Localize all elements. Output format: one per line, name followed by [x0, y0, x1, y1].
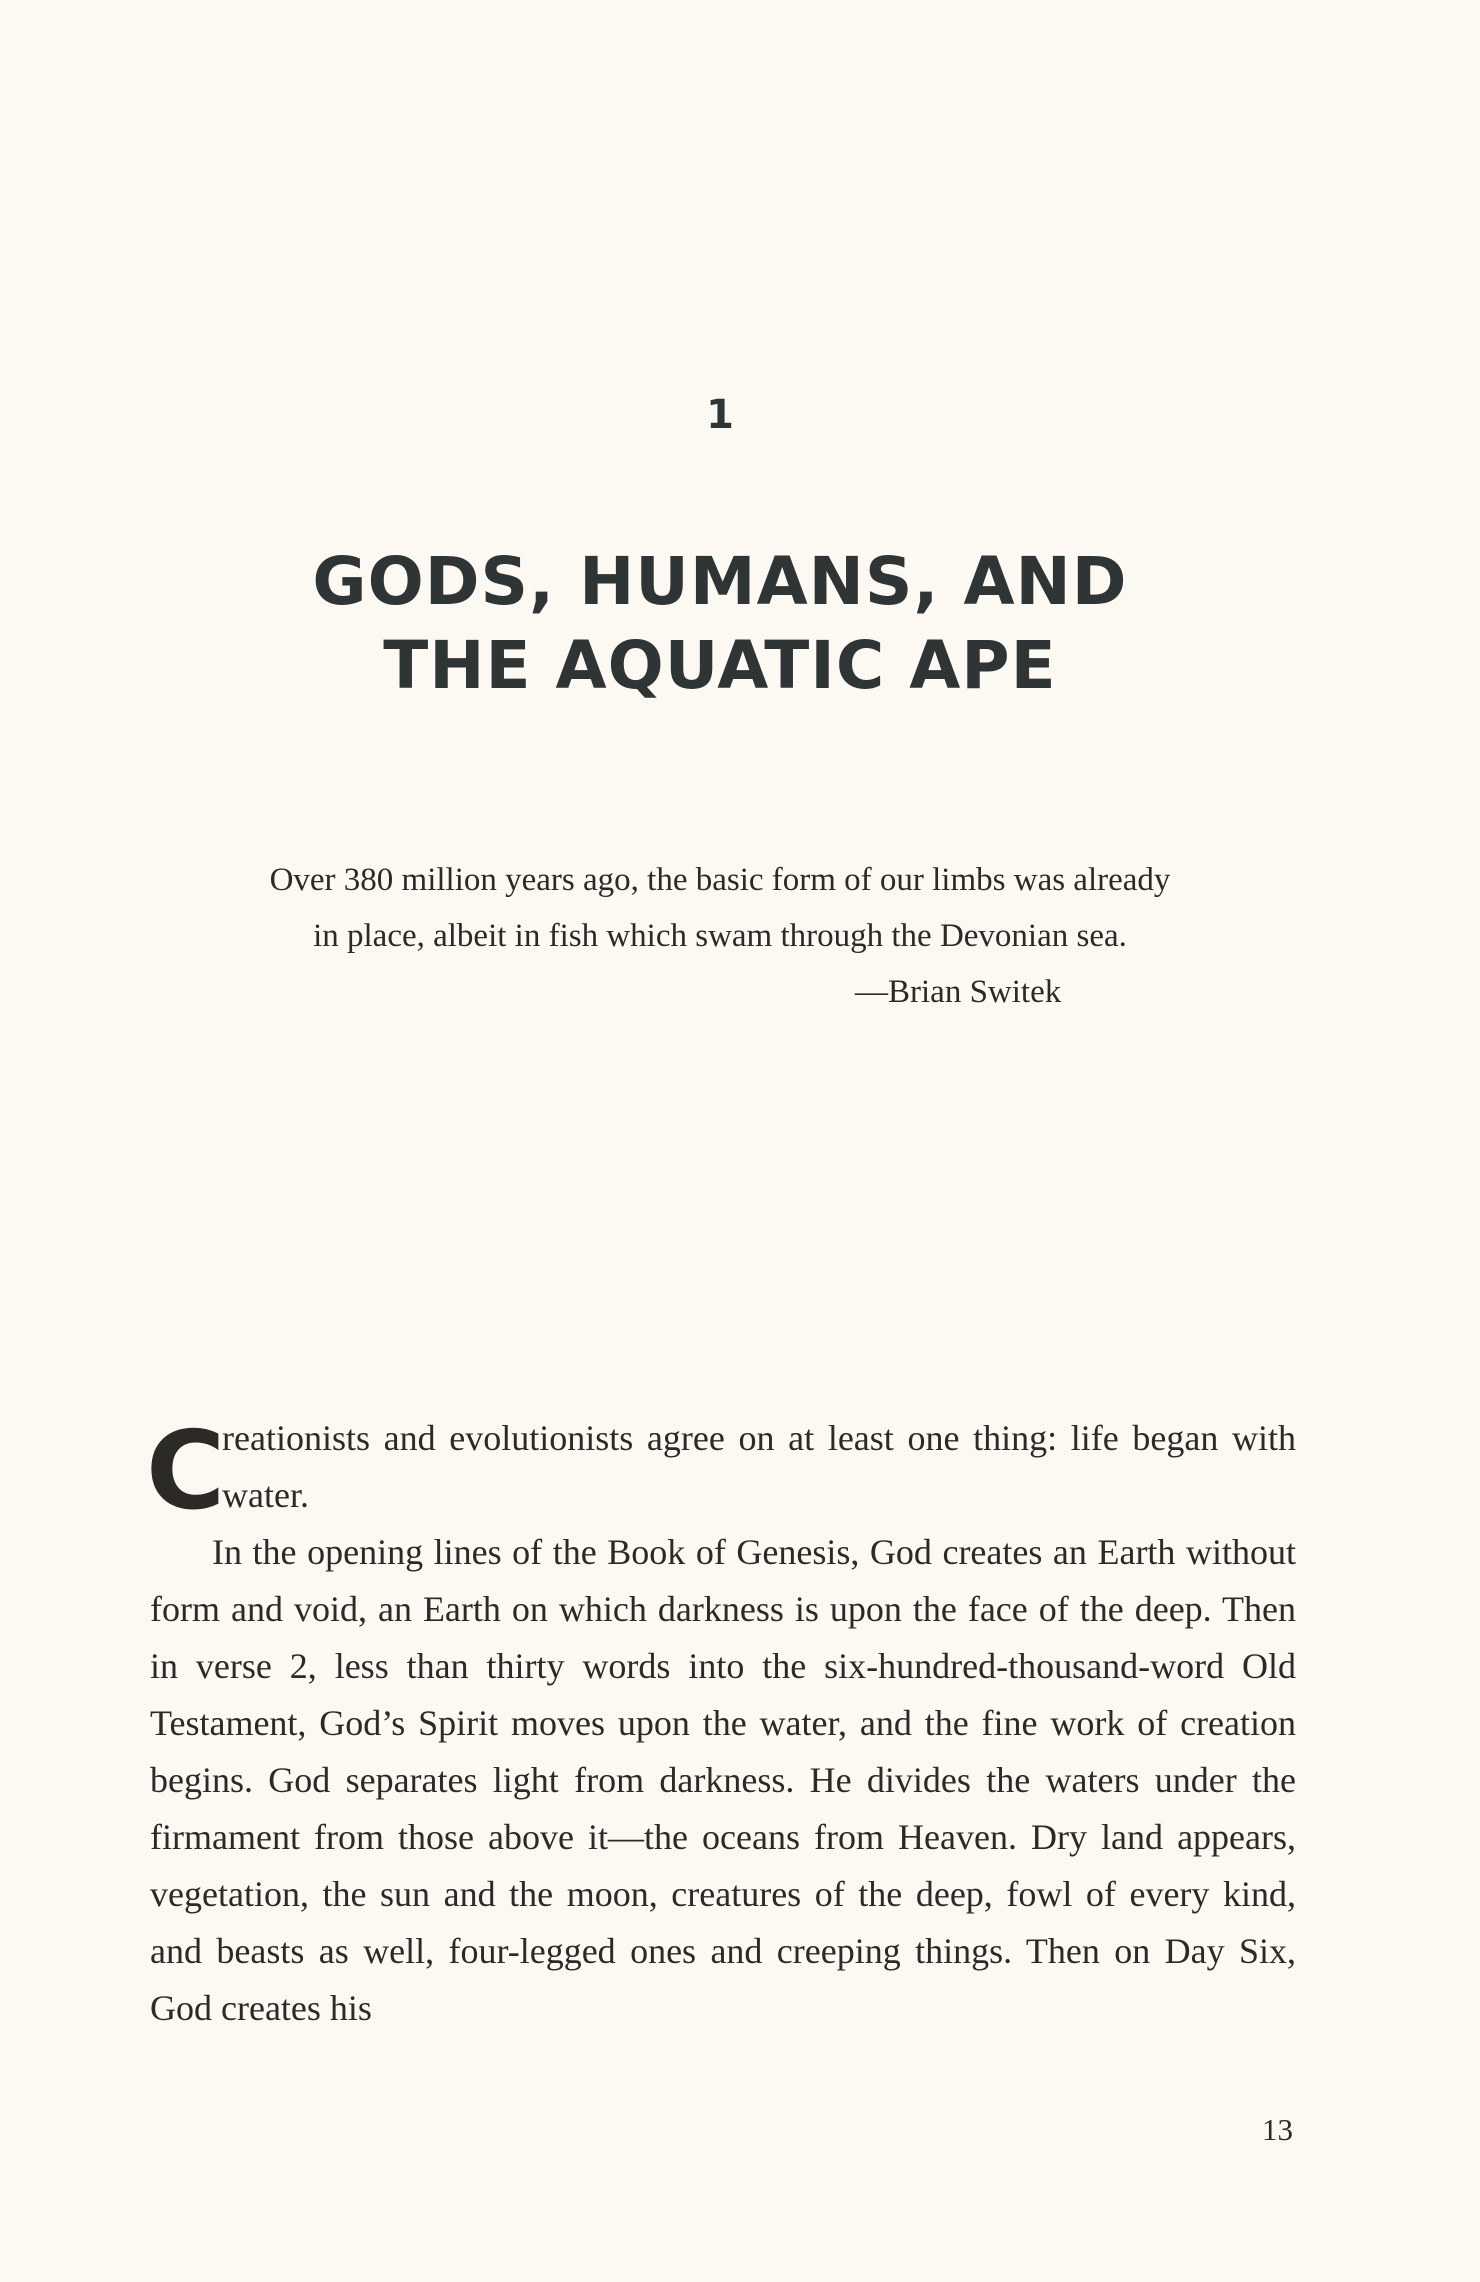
body-paragraph: In the opening lines of the Book of Genesis, God creates an Earth without form and void, an Earth on which darkness is upon the face of the deep. Then in verse 2, less than thirty words into the six-hundred-thousand-word Old Testament, God’s Spirit moves upon the water, and the fine work of creation begins. God separates light from darkness. He divides the waters under the firmament from those above it—the oceans from Heaven. Dry land appears, vegetation, the sun and the moon, creatures of the deep, fowl of every kind, and beasts as well, four-legged ones and creeping things. Then on Day Six, God creates his [150, 1532, 1296, 2028]
epigraph-line-1: Over 380 million years ago, the basic form of our limbs was already [269, 862, 1171, 898]
chapter-number: 1 [706, 392, 734, 438]
chapter-title [0, 540, 1440, 708]
epigraph-author: —Brian Switek [855, 974, 1062, 1010]
chapter-title-line-2: THE AQUATIC APE [383, 627, 1057, 704]
epigraph-line-2: in place, albeit in fish which swam through the Devonian sea. [313, 918, 1127, 954]
epigraph [200, 852, 1240, 1020]
body-text [146, 1409, 1296, 2037]
chapter-title-line-1: GODS, HUMANS, AND [312, 543, 1128, 620]
drop-cap: C [146, 1409, 226, 1534]
opening-text: reationists and evolutionists agree on at least one thing: life began with water. [222, 1418, 1296, 1515]
page-number: 13 [1262, 2112, 1293, 2147]
opening-paragraph [146, 1409, 1296, 1534]
